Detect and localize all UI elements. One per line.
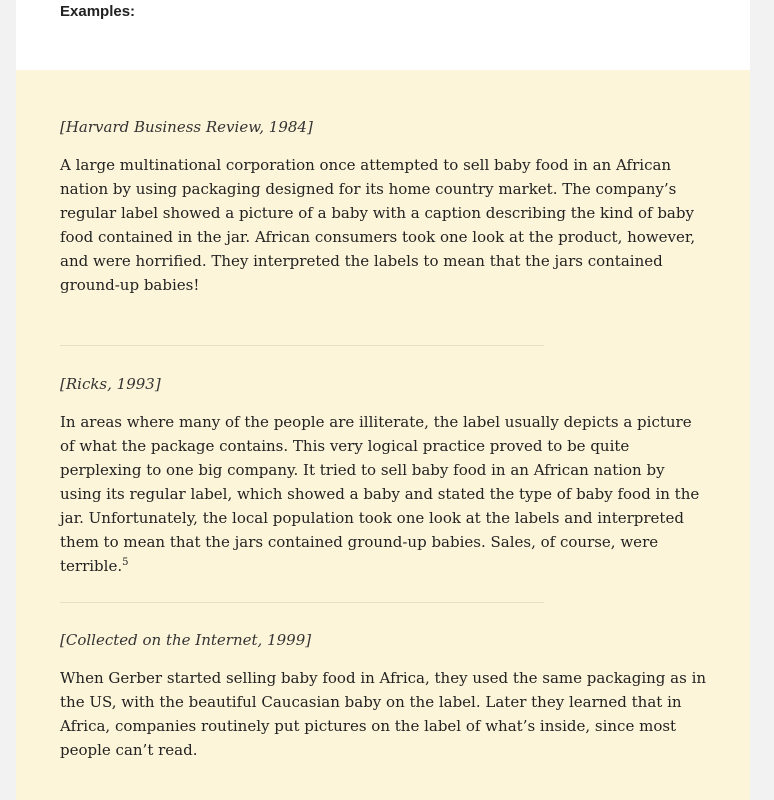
footnote-reference[interactable]: 5 <box>122 557 129 568</box>
example-divider <box>60 602 544 603</box>
example-passage-text: A large multinational corporation once attempted to sell baby food in an African nation by using packaging designed for its home country market. The company’s regular label showed a picture of a baby with a caption describing the kind of baby food contained in the jar. African consumers took one look at the product, however, and were horrified. They interpreted the labels to mean that the jars contained ground-up babies! <box>60 156 696 294</box>
example-citation: [Harvard Business Review, 1984] <box>60 118 313 136</box>
example-passage <box>60 666 710 762</box>
example-passage-text: When Gerber started selling baby food in Africa, they used the same packaging as in the US, with the beautiful Caucasian baby on the label. Later they learned that in Africa, companies routinely put pictures on the label of what’s inside, since most people can’t read. <box>60 669 707 759</box>
example-citation: [Collected on the Internet, 1999] <box>60 631 312 649</box>
example-item <box>60 372 710 578</box>
example-item <box>60 115 710 297</box>
example-passage <box>60 153 710 297</box>
example-passage <box>60 410 710 578</box>
examples-panel <box>16 70 750 800</box>
example-citation: [Ricks, 1993] <box>60 375 161 393</box>
example-passage-text: In areas where many of the people are illiterate, the label usually depicts a picture of what the package contains. This very logical practice proved to be quite perplexing to one big company. It tried to sell baby food in an African nation by using its regular label, which showed a baby and stated the type of baby food in the jar. Unfortunately, the local population took one look at the labels and interpreted them to mean that the jars contained ground-up babies. Sales, of course, were terrible. <box>60 413 700 575</box>
example-divider <box>60 345 544 346</box>
examples-header-card <box>16 0 750 70</box>
example-item <box>60 628 710 762</box>
examples-heading: Examples: <box>60 3 136 20</box>
